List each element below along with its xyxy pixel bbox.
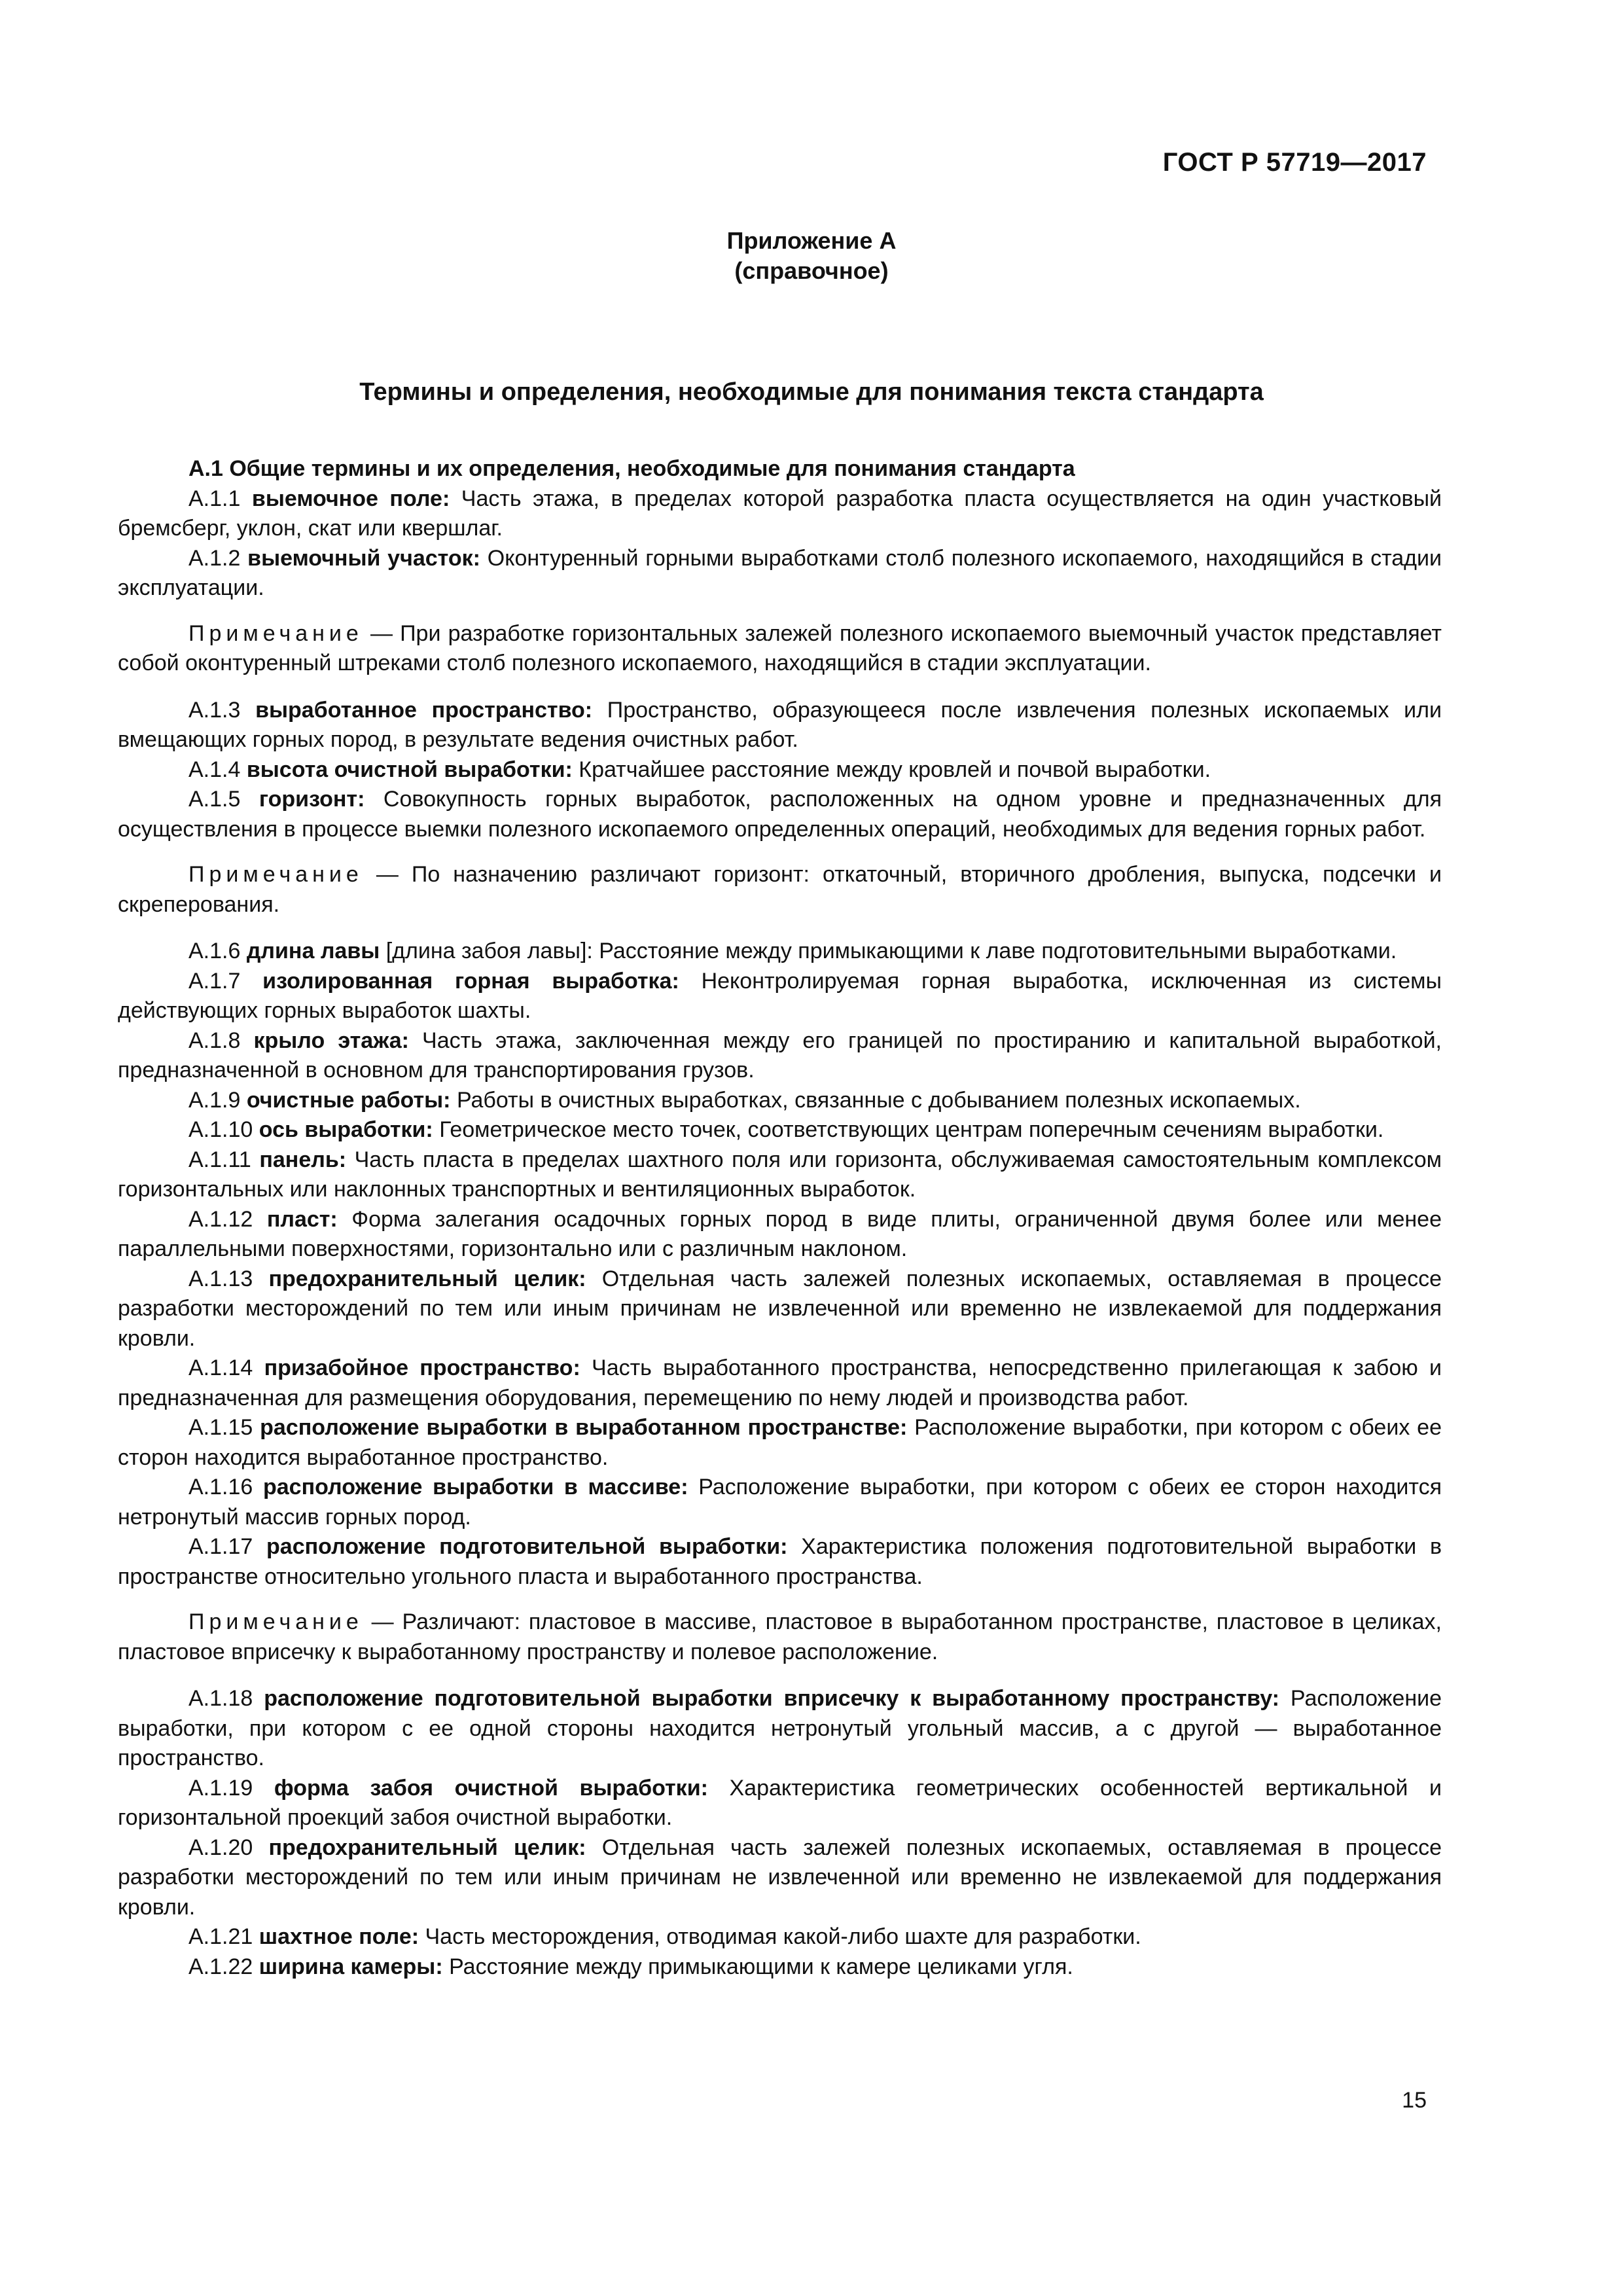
document-title: Термины и определения, необходимые для понимания текста стандарта bbox=[359, 378, 1264, 406]
term-entry bbox=[118, 1532, 1442, 1592]
note-text: — По назначению различают горизонт: откаточный, вторичного дробления, выпуска, подсечки и скреперования. bbox=[118, 862, 1442, 917]
term-name: выработанное пространство: bbox=[255, 697, 593, 723]
term-number: А.1.1 bbox=[188, 486, 252, 511]
term-definition: Неконтролируемая горная выработка, исключенная из системы действующих горных выработок шахты. bbox=[118, 968, 1442, 1023]
term-name: высота очистной выработки: bbox=[246, 757, 573, 782]
term-name: расположение подготовительной выработки вприсечку к выработанному пространству: bbox=[264, 1686, 1279, 1711]
term-definition: Отдельная часть залежей полезных ископаемых, оставляемая в процессе разработки месторождений по тем или иным причинам не извлеченной или временно не извлекаемой для поддержания кровли. bbox=[118, 1835, 1442, 1920]
note bbox=[118, 619, 1442, 679]
term-number: А.1.6 bbox=[188, 939, 247, 963]
term-name: шахтное поле: bbox=[259, 1924, 419, 1949]
term-number: А.1.9 bbox=[188, 1087, 247, 1113]
term-definition: Расположение выработки, при котором с ее одной стороны находится нетронутый угольный массив, а с другой — выработанное пространство. bbox=[118, 1686, 1442, 1770]
term-number: А.1.17 bbox=[188, 1534, 267, 1559]
term-name: предохранительный целик: bbox=[268, 1266, 586, 1291]
term-definition: [длина забоя лавы]: Расстояние между примыкающими к лаве подготовительными выработками. bbox=[380, 939, 1397, 963]
terms-list bbox=[118, 484, 1442, 1982]
term-number: А.1.13 bbox=[188, 1266, 269, 1291]
note-label: Примечание bbox=[188, 620, 363, 646]
section-heading: А.1 Общие термины и их определения, необходимые для понимания стандарта bbox=[188, 456, 1075, 481]
term-definition: Характеристика положения подготовительной выработки в пространстве относительно угольного пласта и выработанного пространства. bbox=[118, 1534, 1442, 1589]
term-definition: Характеристика геометрических особенностей вертикальной и горизонтальной проекций забоя очистной выработки. bbox=[118, 1775, 1442, 1830]
term-definition: Пространство, образующееся после извлечения полезных ископаемых или вмещающих горных пород, в результате ведения очистных работ. bbox=[118, 697, 1442, 752]
term-name: пласт: bbox=[266, 1206, 338, 1232]
term-name: призабойное пространство: bbox=[264, 1355, 580, 1380]
term-number: А.1.18 bbox=[188, 1686, 264, 1711]
appendix-type: (справочное) bbox=[734, 257, 889, 284]
note bbox=[118, 1607, 1442, 1667]
term-name: ширина камеры: bbox=[259, 1954, 443, 1979]
term-entry bbox=[118, 1265, 1442, 1354]
term-number: А.1.14 bbox=[188, 1355, 264, 1380]
term-number: А.1.12 bbox=[188, 1206, 267, 1232]
term-number: А.1.15 bbox=[188, 1415, 260, 1440]
term-entry bbox=[118, 937, 1442, 967]
term-name: крыло этажа: bbox=[253, 1028, 409, 1053]
term-name: форма забоя очистной выработки: bbox=[274, 1775, 708, 1801]
note-text: — При разработке горизонтальных залежей полезного ископаемого выемочный участок представляет собой оконтуренный штреками столб полезного ископаемого, находящийся в стадии эксплуатации. bbox=[118, 620, 1442, 675]
standard-code: ГОСТ Р 57719—2017 bbox=[1162, 148, 1427, 177]
term-entry bbox=[118, 1922, 1442, 1952]
term-entry bbox=[118, 1684, 1442, 1774]
term-number: А.1.11 bbox=[188, 1147, 260, 1172]
term-entry bbox=[118, 1354, 1442, 1413]
term-definition: Совокупность горных выработок, расположенных на одном уровне и предназначенных для осуществления в процессе выемки полезного ископаемого определенных операций, необходимых для ведения горных работ. bbox=[118, 787, 1442, 842]
term-entry bbox=[118, 1952, 1442, 1982]
term-name: панель: bbox=[259, 1147, 347, 1172]
term-definition: Часть пласта в пределах шахтного поля или горизонта, обслуживаемая самостоятельным комплексом горизонтальных или наклонных транспортных и вентиляционных выработок. bbox=[118, 1147, 1442, 1202]
term-number: А.1.10 bbox=[188, 1117, 259, 1142]
term-number: А.1.7 bbox=[188, 968, 263, 994]
term-number: А.1.19 bbox=[188, 1775, 274, 1801]
term-entry bbox=[118, 755, 1442, 785]
term-entry bbox=[118, 544, 1442, 603]
term-entry bbox=[118, 1115, 1442, 1145]
term-number: А.1.4 bbox=[188, 757, 247, 782]
term-number: А.1.20 bbox=[188, 1835, 269, 1860]
term-name: выемочный участок: bbox=[247, 545, 480, 571]
term-number: А.1.3 bbox=[188, 697, 256, 723]
term-entry bbox=[118, 1205, 1442, 1265]
term-entry bbox=[118, 1145, 1442, 1205]
term-entry bbox=[118, 1833, 1442, 1923]
note-text: — Различают: пластовое в массиве, пластовое в выработанном пространстве, пластовое в целиках, пластовое вприсечку к выработанному пространству и полевое расположение. bbox=[118, 1609, 1442, 1664]
note-label: Примечание bbox=[188, 1609, 363, 1634]
term-definition: Часть выработанного пространства, непосредственно прилегающая к забою и предназначенная для размещения оборудования, перемещению по нему людей и производства работ. bbox=[118, 1355, 1442, 1410]
term-number: А.1.5 bbox=[188, 787, 259, 812]
term-name: расположение выработки в выработанном пространстве: bbox=[260, 1415, 908, 1440]
term-entry bbox=[118, 1774, 1442, 1833]
term-number: А.1.8 bbox=[188, 1028, 254, 1053]
term-name: предохранительный целик: bbox=[268, 1835, 586, 1860]
term-definition: Расстояние между примыкающими к камере целиками угля. bbox=[442, 1954, 1073, 1979]
term-entry bbox=[118, 484, 1442, 544]
term-name: расположение выработки в массиве: bbox=[263, 1475, 688, 1499]
term-entry bbox=[118, 1026, 1442, 1086]
term-definition: Работы в очистных выработках, связанные с добыванием полезных ископаемых. bbox=[450, 1087, 1301, 1113]
term-number: А.1.2 bbox=[188, 545, 248, 571]
note bbox=[118, 860, 1442, 920]
appendix-label: Приложение А bbox=[726, 227, 897, 254]
term-definition: Кратчайшее расстояние между кровлей и почвой выработки. bbox=[572, 757, 1211, 782]
appendix-heading bbox=[0, 226, 1623, 286]
term-entry bbox=[118, 1413, 1442, 1473]
term-definition: Часть этажа, в пределах которой разработка пласта осуществляется на один участковый бремсберг, уклон, скат или квершлаг. bbox=[118, 486, 1442, 541]
term-entry bbox=[118, 696, 1442, 755]
term-definition: Часть месторождения, отводимая какой-либо шахте для разработки. bbox=[419, 1924, 1141, 1949]
term-entry bbox=[118, 785, 1442, 844]
term-definition: Расположение выработки, при котором с обеих ее сторон находится выработанное пространство. bbox=[118, 1415, 1442, 1470]
term-number: А.1.16 bbox=[188, 1475, 263, 1499]
term-entry bbox=[118, 967, 1442, 1026]
term-name: ось выработки: bbox=[259, 1117, 433, 1142]
term-definition: Часть этажа, заключенная между его границей по простиранию и капитальной выработкой, предназначенной в основном для транспортирования грузов. bbox=[118, 1028, 1442, 1083]
term-name: выемочное поле: bbox=[251, 486, 450, 511]
note-label: Примечание bbox=[188, 862, 363, 887]
term-name: длина лавы bbox=[246, 939, 380, 963]
term-number: А.1.22 bbox=[188, 1954, 259, 1979]
term-entry bbox=[118, 1086, 1442, 1116]
term-number: А.1.21 bbox=[188, 1924, 259, 1949]
term-entry bbox=[118, 1473, 1442, 1532]
term-definition: Геометрическое место точек, соответствующих центрам поперечным сечениям выработки. bbox=[433, 1117, 1384, 1142]
term-definition: Отдельная часть залежей полезных ископаемых, оставляемая в процессе разработки месторождений по тем или иным причинам не извлеченной или временно не извлекаемой для поддержания кровли. bbox=[118, 1266, 1442, 1351]
term-definition: Расположение выработки, при котором с обеих ее сторон находится нетронутый массив горных пород. bbox=[118, 1475, 1442, 1530]
term-name: изолированная горная выработка: bbox=[262, 968, 679, 994]
term-name: расположение подготовительной выработки: bbox=[266, 1534, 788, 1559]
terms-content bbox=[118, 454, 1442, 1982]
term-definition: Оконтуренный горными выработками столб полезного ископаемого, находящийся в стадии эксплуатации. bbox=[118, 545, 1442, 600]
term-definition: Форма залегания осадочных горных пород в виде плиты, ограниченной двумя более или менее параллельными поверхностями, горизонтально или с различным наклоном. bbox=[118, 1206, 1442, 1261]
term-name: очистные работы: bbox=[246, 1087, 451, 1113]
term-name: горизонт: bbox=[259, 787, 365, 812]
page-number: 15 bbox=[1402, 2088, 1427, 2113]
